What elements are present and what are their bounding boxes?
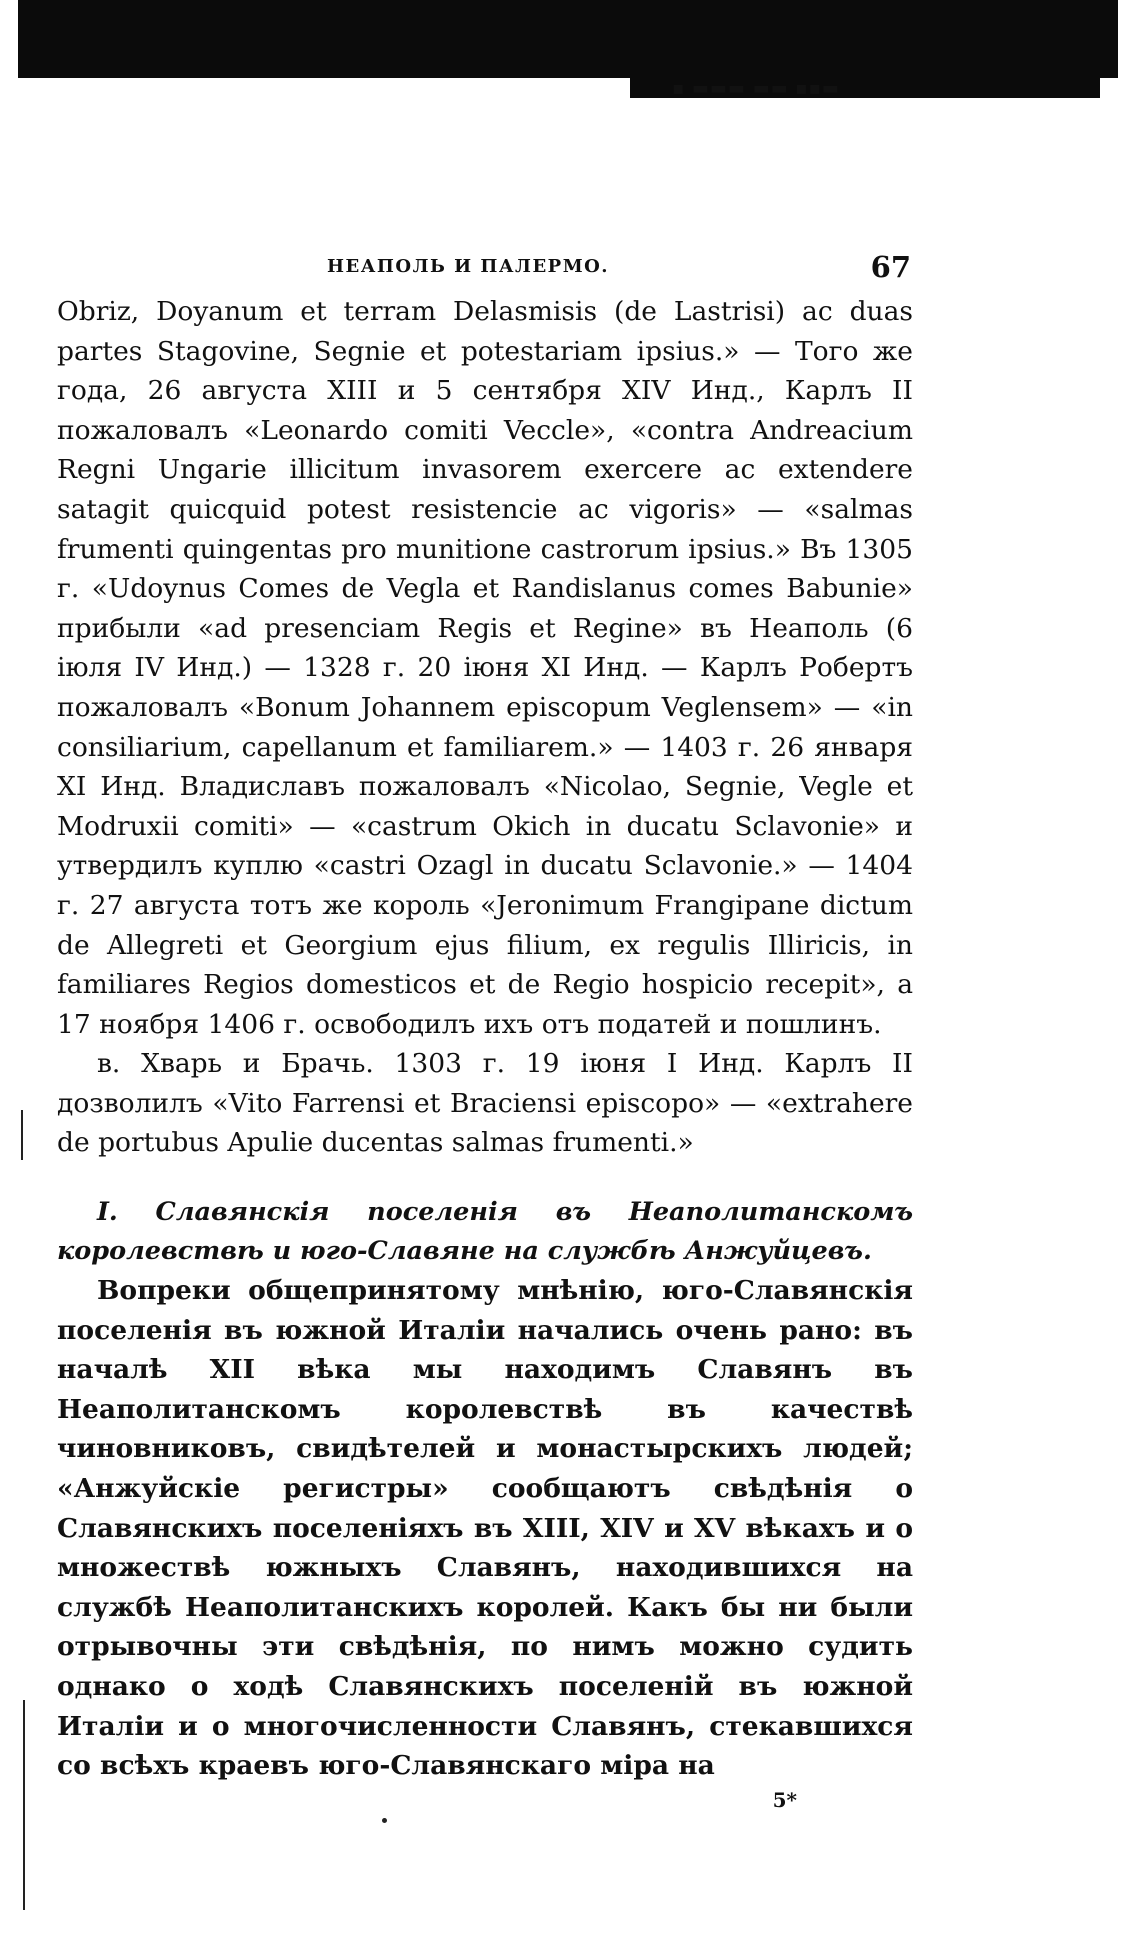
- body-paragraph-2: в. Хварь и Брачь. 1303 г. 19 іюня I Инд. Карлъ II дозволилъ «Vito Farrensi et Braciensi episcopo» — «extrahere de portubus Apulie ducentas salmas frumenti.»: [57, 1048, 913, 1159]
- section-spacer: [57, 1163, 913, 1193]
- body-paragraph-1: Obriz, Doyanum et terram Delasmisis (de Lastrisi) ac duas partes Stagovine, Segnie et potestariam ipsius.» — Того же года, 26 августа XIII и 5 сентября XIV Инд., Карлъ II пожаловалъ «Leonardo comiti Veccle», «contra Andreacium Regni Ungarie illicitum invasorem exercere ac extendere satagit quicquid potest resistencie ac vigoris» — «salmas frumenti quingentas pro munitione castrorum ipsius.» Въ 1305 г. «Udoynus Comes de Vegla et Randislanus comes Babunie» прибыли «ad presenciam Regis et Regine» въ Неаполь (6 іюля IV Инд.) — 1328 г. 20 іюня XI Инд. — Карлъ Робертъ пожаловалъ «Bonum Johannem episcopum Veglensem» — «in consiliarium, capellanum et familiarem.» — 1403 г. 26 января XI Инд. Владиславъ пожаловалъ «Nicolao, Segnie, Vegle et Modruxii comiti» — «castrum Okich in ducatu Sclavonie» и утвердилъ куплю «castri Ozagl in ducatu Sclavonie.» — 1404 г. 27 августа тотъ же король «Jeronimum Frangipane dictum de Allegreti et Georgium ejus filium, ex regulis Illiricis, in familiares Regios domesticos et de Regio hospicio recepit», а 17 ноября 1406 г. освободилъ ихъ отъ податей и пошлинъ.: [57, 296, 913, 1040]
- signature-mark: 5*: [772, 1787, 797, 1812]
- running-head-title: НЕАПОЛЬ И ПАЛЕРМО.: [327, 256, 610, 277]
- section-heading: I. Славянскія поселенія въ Неаполитанскомъ королевствѣ и юго-Славяне на службѣ Анжуйцевъ.: [57, 1197, 913, 1267]
- scan-artifact-line: [23, 1700, 25, 1910]
- section-body-paragraph: Вопреки общепринятому мнѣнію, юго-Славянскія поселенія въ южной Италіи начались очень рано: въ началѣ XII вѣка мы находимъ Славянъ въ Неаполитанскомъ королевствѣ въ качествѣ чиновниковъ, свидѣтелей и монастырскихъ людей; «Анжуйскіе регистры» сообщаютъ свѣдѣнія о Славянскихъ поселеніяхъ въ XIII, XIV и XV вѣкахъ и о множествѣ южныхъ Славянъ, находившихся на службѣ Неаполитанскихъ королей. Какъ бы ни были отрывочны эти свѣдѣнія, по нимъ можно судить однако о ходѣ Славянскихъ поселеній въ южной Италіи и о многочисленности Славянъ, стекавшихся со всѣхъ краевъ юго-Славянскаго міра на: [57, 1275, 913, 1782]
- scan-artifact-line: [21, 1110, 23, 1160]
- scan-artifact-dot: [382, 1818, 387, 1823]
- scan-artifact-marks: ▪ ▬▬▬ ▬▬ ▪▪▬: [672, 78, 840, 99]
- book-page: [57, 250, 913, 1812]
- page-number: 67: [870, 250, 911, 284]
- running-head: [57, 250, 913, 292]
